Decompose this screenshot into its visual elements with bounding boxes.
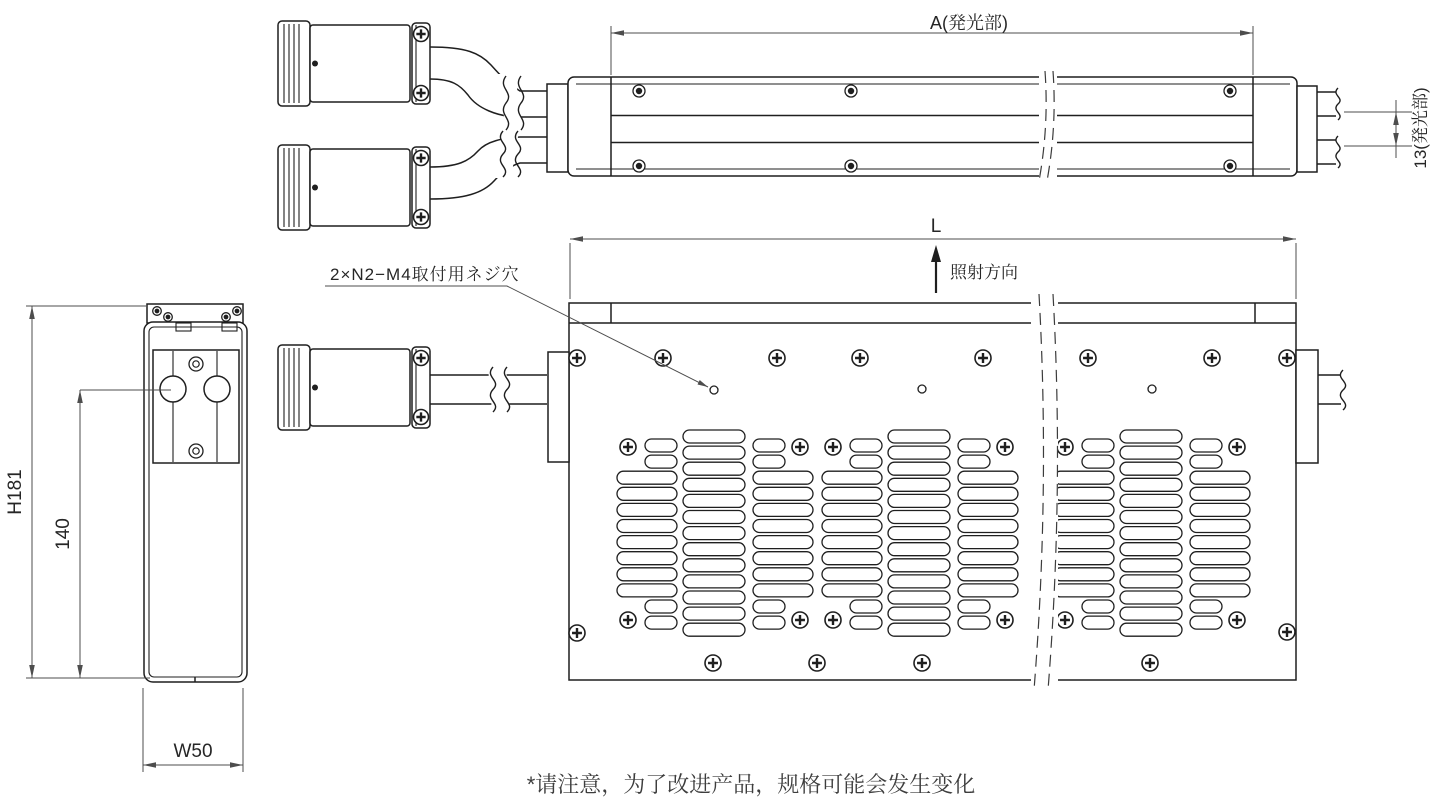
connector	[278, 145, 430, 230]
side-hole-left	[160, 376, 186, 402]
dim-l-extensions	[570, 243, 1296, 299]
dim-a-label: A(発光部)	[930, 13, 1008, 33]
dim-13-extensions	[1344, 112, 1412, 146]
cable1-break-mask	[498, 74, 523, 131]
main-right-cable-block	[1296, 350, 1318, 463]
connectors	[278, 21, 430, 430]
main-right-cable-stub	[1318, 375, 1341, 404]
connector	[278, 21, 430, 106]
side-view	[144, 304, 247, 682]
cable1-lower-edge	[430, 79, 547, 117]
cable1-upper-edge	[430, 47, 547, 91]
side-body-outer	[144, 322, 247, 682]
irradiation-label: 照射方向	[950, 263, 1018, 282]
dim-l-label: L	[930, 216, 942, 237]
cable3-edges	[430, 375, 547, 404]
side-hole-right	[204, 376, 230, 402]
main-view	[548, 292, 1341, 692]
footnote: *请注意，为了改进产品，规格可能会发生变化	[526, 772, 976, 797]
dim-w-label: W50	[173, 741, 213, 762]
cable2-lower-edge	[430, 163, 547, 199]
top-emitter-tabs	[1317, 92, 1336, 164]
top-view	[547, 70, 1336, 182]
main-break-gap	[1031, 292, 1058, 692]
dim-h-label: H181	[5, 469, 26, 515]
dim-140-label: 140	[53, 518, 74, 550]
dim-h-extensions	[26, 306, 150, 678]
main-left-cable-block	[548, 352, 569, 462]
top-bar-housing	[568, 77, 1297, 176]
irradiation-arrow-head	[931, 245, 941, 262]
screw-note-label: 2×N2−M4取付用ネジ穴	[330, 265, 520, 284]
top-break-gap	[1039, 70, 1057, 182]
dim-13-label: 13(発光部)	[1411, 87, 1430, 169]
irradiation-arrow	[931, 245, 941, 293]
top-right-block	[1297, 86, 1317, 172]
top-cable-entry-block	[547, 84, 568, 172]
connector	[278, 345, 430, 430]
